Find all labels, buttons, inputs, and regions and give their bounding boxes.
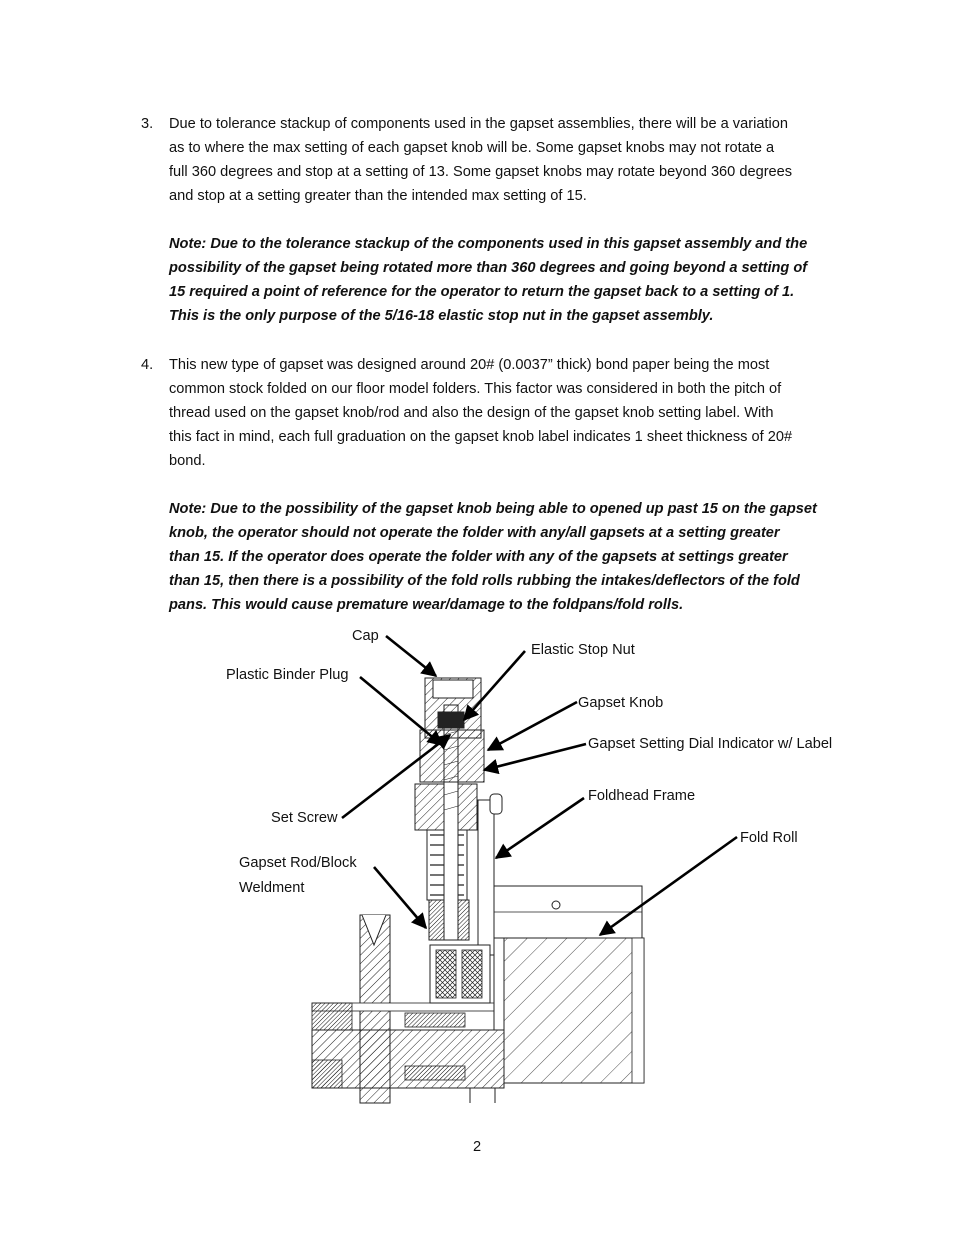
paragraph-line: Due to tolerance stackup of components used in the gapset assemblies, there will be a variation: [169, 116, 788, 132]
item-number: 3.: [141, 116, 154, 132]
label-plastic-binder-plug: Plastic Binder Plug: [226, 667, 349, 683]
fold-roll-body: [494, 886, 644, 1083]
note-line: Note: Due to the tolerance stackup of the components used in this gapset assembly and the: [169, 236, 808, 252]
note-line: than 15, then there is a possibility of the fold rolls rubbing the intakes/deflectors of the fold: [169, 573, 800, 589]
paragraph-line: bond.: [169, 453, 206, 469]
note-line: knob, the operator should not operate the folder with any/all gapsets at a setting greater: [169, 525, 780, 541]
note-line: pans. This would cause premature wear/damage to the foldpans/fold rolls.: [169, 597, 684, 613]
note-line: than 15. If the operator does operate the folder with any of the gapsets at settings greater: [169, 549, 788, 565]
label-fold-roll: Fold Roll: [740, 830, 798, 846]
note-line: Note: Due to the possibility of the gapset knob being able to opened up past 15 on the gapset: [169, 501, 817, 517]
note-line: 15 required a point of reference for the operator to return the gapset back to a setting of 1.: [169, 284, 795, 300]
paragraph-line: and stop at a setting greater than the intended max setting of 15.: [169, 188, 587, 204]
label-rod-block-line2: Weldment: [239, 880, 305, 896]
label-gapset-knob: Gapset Knob: [578, 695, 664, 711]
page-number: 2: [472, 1139, 482, 1155]
label-rod-block-line1: Gapset Rod/Block: [239, 855, 357, 871]
label-elastic-stop-nut: Elastic Stop Nut: [531, 642, 635, 658]
note-line: This is the only purpose of the 5/16-18 elastic stop nut in the gapset assembly.: [169, 308, 714, 324]
label-foldhead-frame: Foldhead Frame: [588, 788, 696, 804]
gapset-knob-assembly: [420, 678, 484, 782]
paragraph-line: common stock folded on our floor model folders. This factor was considered in both the pitch of: [169, 381, 782, 397]
label-set-screw: Set Screw: [271, 810, 338, 826]
paragraph-line: as to where the max setting of each gapset knob will be. Some gapset knobs may not rotate a: [169, 140, 775, 156]
label-cap: Cap: [352, 628, 379, 644]
paragraph-line: this fact in mind, each full graduation on the gapset knob label indicates 1 sheet thickness of 20#: [169, 429, 793, 445]
label-dial-indicator: Gapset Setting Dial Indicator w/ Label: [588, 736, 833, 752]
item-number: 4.: [141, 357, 154, 373]
paragraph-line: This new type of gapset was designed around 20# (0.0037” thick) bond paper being the most: [169, 357, 770, 373]
paragraph-line: thread used on the gapset knob/rod and also the design of the gapset knob setting label. With: [169, 405, 774, 421]
pulley-shaft: [312, 915, 504, 1103]
paragraph-line: full 360 degrees and stop at a setting of 13. Some gapset knobs may rotate beyond 360 degrees: [169, 164, 793, 180]
note-line: possibility of the gapset being rotated more than 360 degrees and going beyond a setting of: [169, 260, 808, 276]
